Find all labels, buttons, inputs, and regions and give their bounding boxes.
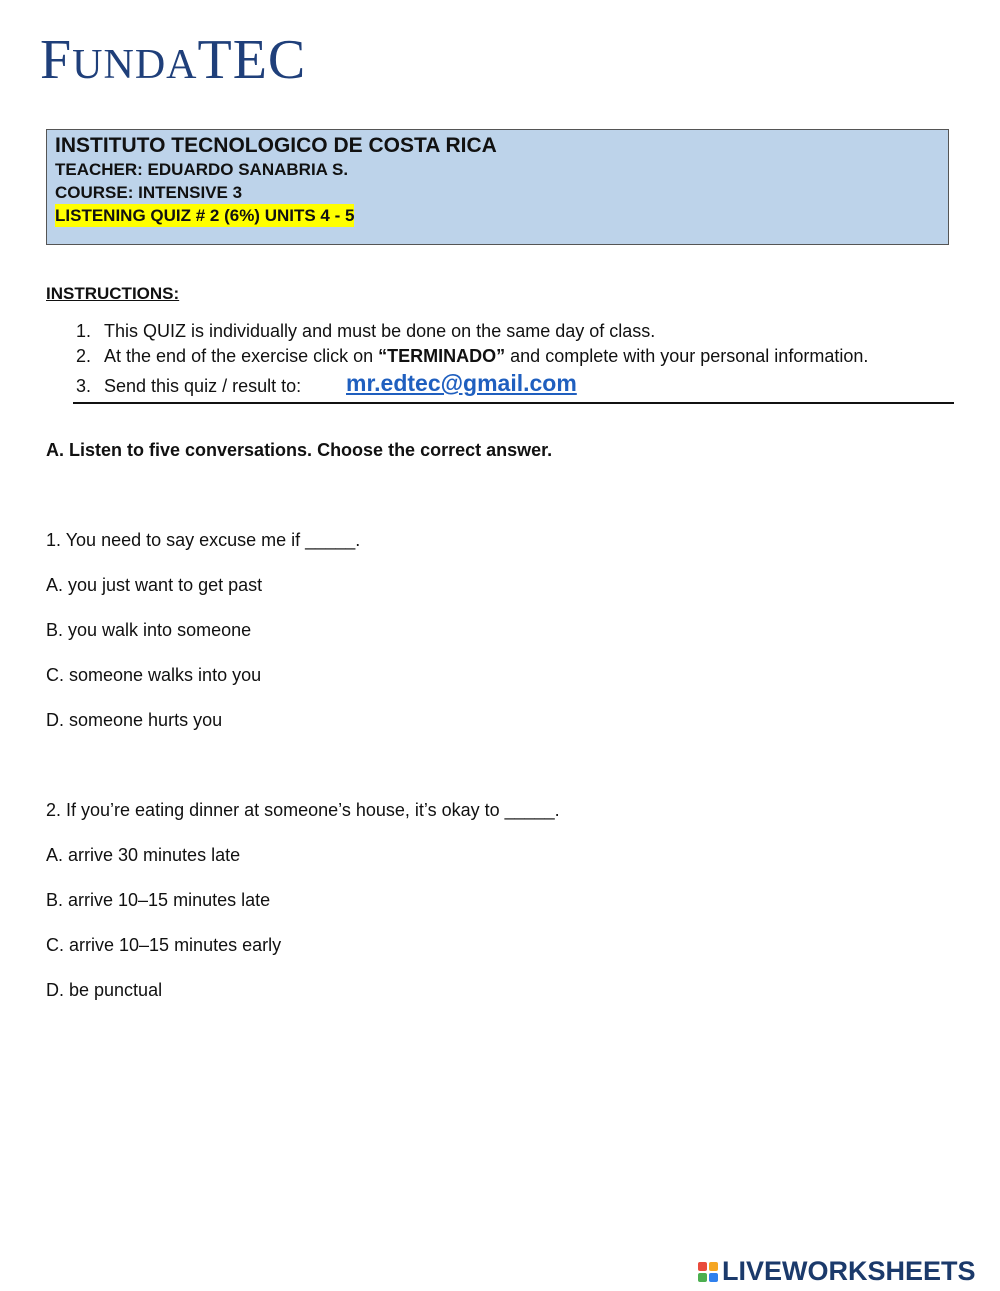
instruction-item xyxy=(76,376,301,397)
liveworksheets-watermark xyxy=(698,1256,976,1287)
answer-option[interactable]: D. someone hurts you xyxy=(46,710,223,730)
institute-title: INSTITUTO TECNOLOGICO DE COSTA RICA xyxy=(55,134,497,157)
instruction-text: Send this quiz / result to: xyxy=(104,376,302,396)
email-link[interactable]: mr.edtec@gmail.com xyxy=(346,370,577,396)
header-box xyxy=(46,129,949,245)
answer-option[interactable]: B. arrive 10–15 minutes late xyxy=(46,890,271,910)
answer-option[interactable]: A. arrive 30 minutes late xyxy=(46,845,241,865)
divider-rule xyxy=(73,402,954,404)
answer-option[interactable]: D. be punctual xyxy=(46,980,163,1000)
course-line: COURSE: INTENSIVE 3 xyxy=(55,183,243,202)
logo-tec: TEC xyxy=(197,29,307,91)
question-prompt: 2. If you’re eating dinner at someone’s house, it’s okay to _____. xyxy=(46,800,560,820)
fundatec-logo xyxy=(40,30,306,95)
teacher-line: TEACHER: EDUARDO SANABRIA S. xyxy=(55,160,349,179)
instructions-title: INSTRUCTIONS: xyxy=(46,284,180,303)
terminado-label: “TERMINADO” xyxy=(378,346,506,366)
liveworksheets-text: LIVEWORKSHEETS xyxy=(722,1256,976,1286)
instruction-text: At the end of the exercise click on xyxy=(104,346,379,366)
answer-option[interactable]: A. you just want to get past xyxy=(46,575,263,595)
logo-unda: UNDA xyxy=(72,42,198,88)
liveworksheets-icon xyxy=(698,1262,718,1282)
instruction-num: 3. xyxy=(76,376,92,396)
logo-f: F xyxy=(40,29,73,91)
instruction-text: This QUIZ is individually and must be done on the same day of class. xyxy=(104,321,656,341)
instruction-num: 1. xyxy=(76,321,92,341)
instruction-num: 2. xyxy=(76,346,92,366)
answer-option[interactable]: B. you walk into someone xyxy=(46,620,252,640)
quiz-line: LISTENING QUIZ # 2 (6%) UNITS 4 - 5 xyxy=(55,206,355,225)
section-a-heading: A. Listen to five conversations. Choose the correct answer. xyxy=(46,440,553,460)
answer-option[interactable]: C. arrive 10–15 minutes early xyxy=(46,935,282,955)
instruction-item xyxy=(76,346,868,367)
answer-option[interactable]: C. someone walks into you xyxy=(46,665,262,685)
instruction-item xyxy=(76,321,655,342)
instruction-text: and complete with your personal information. xyxy=(505,346,869,366)
question-prompt: 1. You need to say excuse me if _____. xyxy=(46,530,361,550)
